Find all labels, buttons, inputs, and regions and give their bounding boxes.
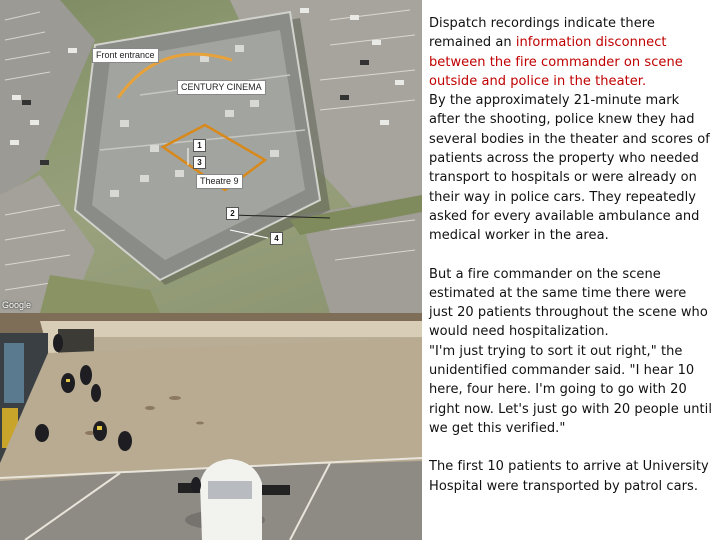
paragraph-spacer: [429, 438, 713, 457]
paragraph-fire-commander: But a fire commander on the scene estimated at the same time there were just 20 patients throughout the scene who would need hospitalization.: [429, 266, 708, 340]
marker-4: 4: [270, 232, 283, 245]
paragraph-first-patients: The first 10 patients to arrive at University Hospital were transported by patrol cars.: [429, 459, 709, 494]
aerial-photo-drawing: [0, 0, 422, 313]
paragraph-spacer: [429, 246, 713, 265]
aerial-photo: [0, 0, 422, 313]
scene-photo: [0, 313, 422, 540]
theater-label: Theatre 9: [196, 174, 243, 189]
marker-3: 3: [193, 156, 206, 169]
scene-photo-drawing: [0, 313, 422, 540]
article-text: [429, 14, 713, 496]
information-disconnect-highlight: information disconnect between the fire commander on scene outside and police in the theater.: [429, 35, 683, 89]
paragraph-21-minute-mark: By the approximately 21-minute mark after the shooting, police knew they had several bodies in the theater and scores of patients across the property who needed transport to hospitals or were already on their way in police cars. They repeatedly asked for every available ambulance and medical worker in the area.: [429, 93, 710, 244]
paragraph-commander-quote: "I'm just trying to sort it out right," the unidentified commander said. "I hear 10 here, four here. I'm going to go with 20 right now. Let's just go with 20 people until we get this verified.": [429, 343, 712, 436]
google-attribution: Google: [2, 300, 32, 310]
front-entrance-label: Front entrance: [92, 48, 159, 63]
dispatch-lead-text: Dispatch recordings indicate there remained an: [429, 16, 655, 51]
marker-2: 2: [226, 207, 239, 220]
marker-1: 1: [193, 139, 206, 152]
cinema-name-label: CENTURY CINEMA: [177, 80, 266, 95]
paragraph-dispatch-recordings: [429, 14, 713, 91]
